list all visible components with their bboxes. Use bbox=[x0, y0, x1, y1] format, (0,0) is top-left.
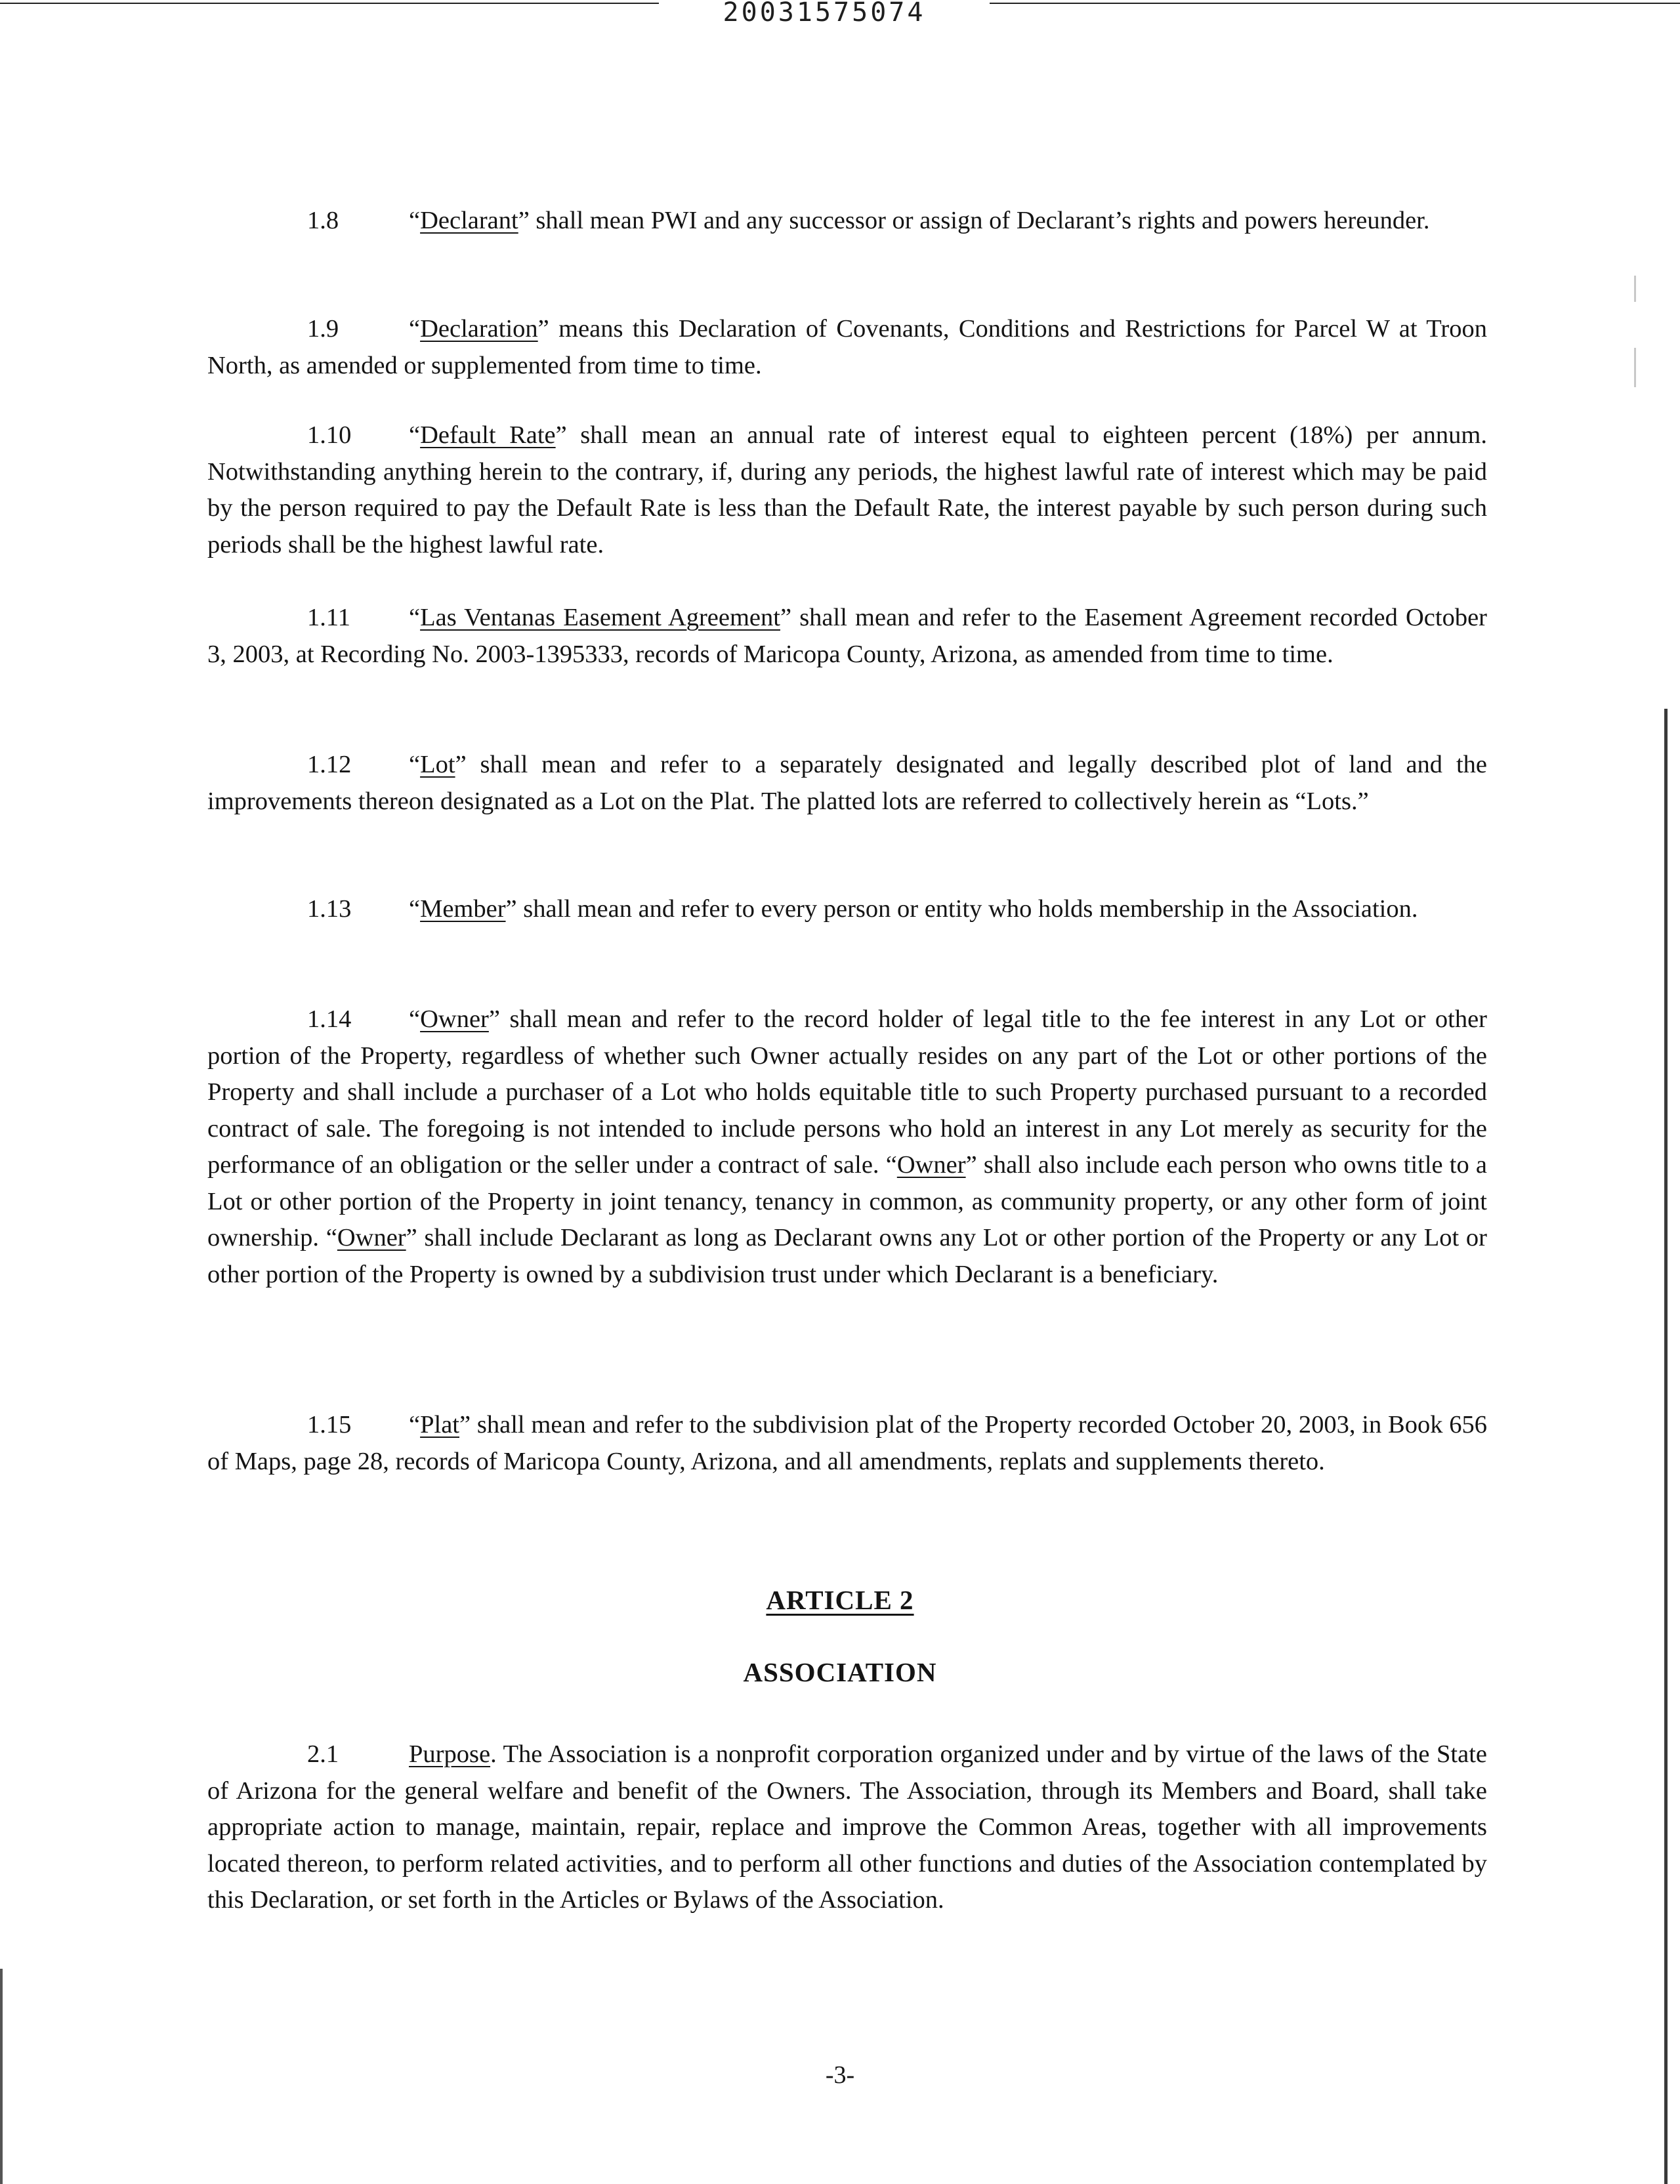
definition-1-14 bbox=[207, 1001, 1487, 1293]
section-number: 2.1 bbox=[307, 1740, 339, 1768]
defined-term: Declaration bbox=[420, 315, 538, 343]
header-rule-left bbox=[0, 3, 659, 4]
section-number: 1.15 bbox=[307, 1411, 352, 1438]
defined-term: Las Ventanas Easement Agreement bbox=[420, 604, 780, 631]
definition-1-15 bbox=[207, 1407, 1487, 1480]
definition-1-11 bbox=[207, 600, 1487, 673]
definition-text: ” shall mean and refer to the Easement Agreement recorded October 3, 2003, at Recording No. 2003-1395333, records of Maricopa County, Arizona, as amended from time to time. bbox=[207, 604, 1487, 668]
open-quote: “ bbox=[409, 1005, 421, 1033]
open-quote: “ bbox=[409, 751, 421, 778]
section-number: 1.10 bbox=[307, 421, 352, 449]
page-number: -3- bbox=[825, 2061, 855, 2089]
open-quote: “ bbox=[326, 1224, 337, 1251]
open-quote: “ bbox=[409, 315, 421, 343]
article-title: ASSOCIATION bbox=[743, 1657, 937, 1687]
definition-text: ” shall mean and refer to a separately designated and legally described plot of land and the improvements thereon designated as a Lot on the Plat. The platted lots are referred to collectively herein as “Lots.” bbox=[207, 751, 1487, 815]
defined-term: Declarant bbox=[420, 207, 518, 234]
defined-term: Plat bbox=[420, 1411, 459, 1438]
definition-text: ” shall mean PWI and any successor or assign of Declarant’s rights and powers hereunder. bbox=[518, 207, 1430, 234]
section-number: 1.8 bbox=[307, 207, 339, 234]
definition-text: ” means this Declaration of Covenants, Conditions and Restrictions for Parcel W at Troon North, as amended or supplemented from time to time. bbox=[207, 315, 1487, 379]
definition-1-13 bbox=[207, 891, 1487, 928]
section-text: . The Association is a nonprofit corporation organized under and by virtue of the laws of the State of Arizona for the general welfare and benefit of the Owners. The Association, through its Members and Board, shall take appropriate action to manage, maintain, repair, replace and improve the Common Areas, together with all improvements located thereon, to perform related activities, and to perform all other functions and duties of the Association contemplated by this Declaration, or set forth in the Articles or Bylaws of the Association. bbox=[207, 1740, 1487, 1914]
header-rule-right bbox=[990, 3, 1680, 4]
definition-text: ” shall include Declarant as long as Declarant owns any Lot or other portion of the Property or any Lot or other portion of the Property is owned by a subdivision trust under which Declarant is a beneficiary. bbox=[207, 1224, 1487, 1288]
defined-term: Owner bbox=[896, 1151, 966, 1179]
open-quote: “ bbox=[409, 1411, 421, 1438]
definition-1-12 bbox=[207, 747, 1487, 820]
open-quote: “ bbox=[885, 1151, 897, 1179]
section-number: 1.13 bbox=[307, 895, 352, 923]
defined-term: Default Rate bbox=[420, 421, 556, 449]
scan-speck bbox=[1634, 348, 1636, 387]
section-term: Purpose bbox=[409, 1740, 491, 1768]
section-number: 1.9 bbox=[307, 315, 339, 343]
defined-term: Member bbox=[420, 895, 506, 923]
open-quote: “ bbox=[409, 895, 421, 923]
definition-text: ” shall mean and refer to the record holder of legal title to the fee interest in any Lot or other portion of the Property, regardless of whether such Owner actually resides on any part of the Lot or other portions of the Property and shall include a purchaser of a Lot who holds equitable title to such Property purchased pursuant to a recorded contract of sale. The foregoing is not intended to include persons who hold an interest in any Lot merely as security for the performance of an obligation or the seller under a contract of sale. bbox=[207, 1005, 1487, 1179]
section-number: 1.12 bbox=[307, 751, 352, 778]
article-heading: ARTICLE 2 bbox=[766, 1585, 914, 1615]
definition-1-10 bbox=[207, 417, 1487, 563]
defined-term: Lot bbox=[420, 751, 455, 778]
definition-text: ” shall mean an annual rate of interest equal to eighteen percent (18%) per annum. Notwithstanding anything herein to the contrary, if, during any periods, the highest lawful rate of interest which may be paid by the person required to pay the Default Rate is less than the Default Rate, the interest payable by such person during such periods shall be the highest lawful rate. bbox=[207, 421, 1487, 558]
definition-text: ” shall mean and refer to every person or entity who holds membership in the Association. bbox=[505, 895, 1418, 923]
scan-speck bbox=[1634, 276, 1636, 302]
open-quote: “ bbox=[409, 207, 421, 234]
scan-edge-right bbox=[1664, 709, 1668, 2184]
open-quote: “ bbox=[409, 604, 421, 631]
definition-1-8 bbox=[207, 203, 1487, 240]
definition-1-9 bbox=[207, 311, 1487, 384]
defined-term: Owner bbox=[337, 1224, 406, 1251]
definition-text: ” shall also include each person who owns title to a Lot or other portion of the Property in joint tenancy, tenancy in common, as community property, or any other form of joint ownership. bbox=[207, 1151, 1487, 1251]
section-number: 1.14 bbox=[307, 1005, 352, 1033]
section-number: 1.11 bbox=[307, 604, 350, 631]
open-quote: “ bbox=[409, 421, 421, 449]
section-2-1 bbox=[207, 1736, 1487, 1919]
recording-number: 20031575074 bbox=[723, 0, 926, 28]
definition-text: ” shall mean and refer to the subdivision plat of the Property recorded October 20, 2003, in Book 656 of Maps, page 28, records of Maricopa County, Arizona, and all amendments, replats and supplements thereto. bbox=[207, 1411, 1487, 1475]
defined-term: Owner bbox=[420, 1005, 489, 1033]
